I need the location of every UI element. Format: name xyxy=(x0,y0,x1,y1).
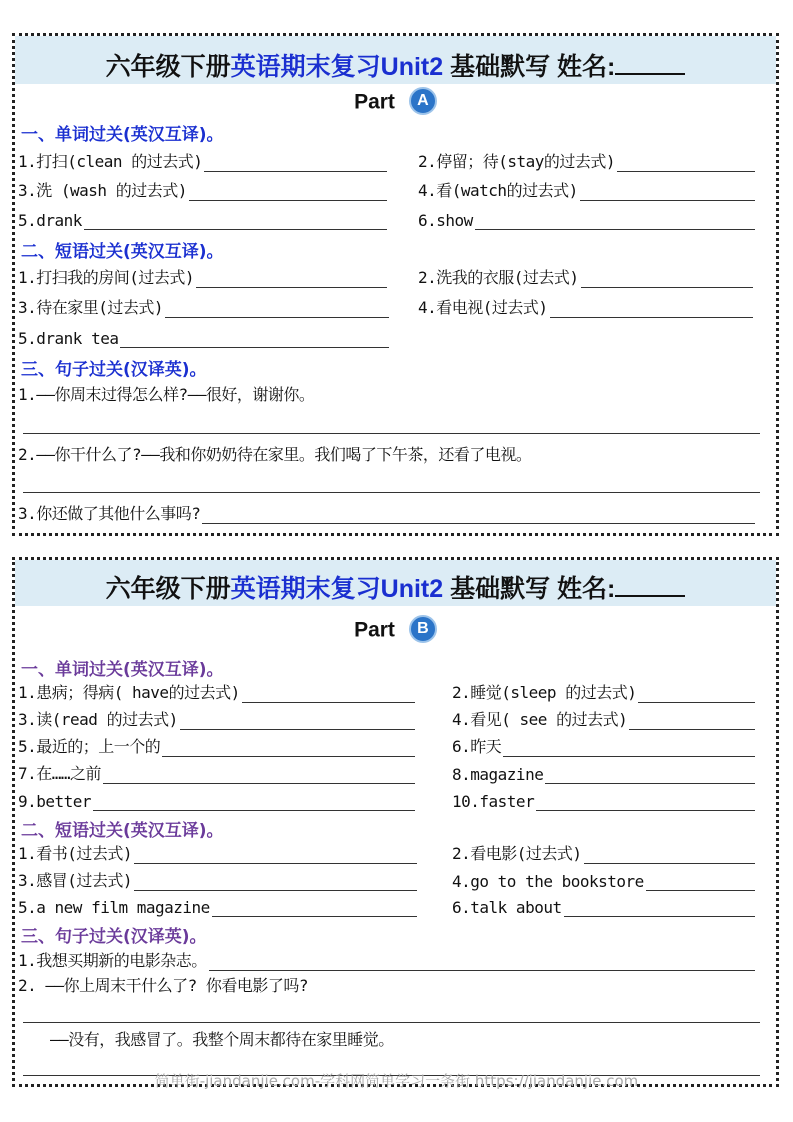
item-prompt: 1.患病；得病( have的过去式) xyxy=(18,683,240,702)
fill-in-item xyxy=(18,842,417,864)
item-prompt: 3.洗 (wash 的过去式) xyxy=(18,181,187,200)
item-prompt: 1.打扫(clean 的过去式) xyxy=(18,152,203,171)
fill-in-item xyxy=(452,869,755,891)
fill-in-item xyxy=(418,266,753,288)
section-heading: 二、短语过关(英汉互译)。 xyxy=(21,242,224,262)
fill-in-item xyxy=(18,296,389,318)
answer-blank[interactable] xyxy=(134,872,417,891)
item-prompt: 3.待在家里(过去式) xyxy=(18,298,164,317)
fill-in-item xyxy=(18,326,389,348)
answer-blank[interactable] xyxy=(475,211,755,230)
answer-blank[interactable] xyxy=(646,872,755,891)
section-heading: 一、单词过关(英汉互译)。 xyxy=(21,660,224,680)
title-grade: 六年级下册 xyxy=(105,53,231,81)
fill-in-item xyxy=(452,842,755,864)
item-prompt: 2.睡觉(sleep 的过去式) xyxy=(452,683,637,702)
part-a-badge-icon: A xyxy=(409,87,437,115)
part-a-worksheet xyxy=(12,33,779,536)
sentence-prompt: 2.——你干什么了?——我和你奶奶待在家里。我们喝了下午茶，还看了电视。 xyxy=(18,445,532,464)
fill-in-item xyxy=(452,735,755,757)
answer-blank[interactable] xyxy=(212,898,417,917)
answer-blank[interactable] xyxy=(617,153,755,172)
answer-blank[interactable] xyxy=(629,711,755,730)
item-prompt: 6.昨天 xyxy=(452,737,502,756)
answer-blank[interactable] xyxy=(189,182,387,201)
answer-blank[interactable] xyxy=(103,765,415,784)
item-prompt: 1.我想买期新的电影杂志。 xyxy=(18,951,207,970)
answer-blank[interactable] xyxy=(209,952,755,971)
item-prompt: 8.magazine xyxy=(452,765,544,784)
fill-in-item xyxy=(18,735,415,757)
fill-in-item xyxy=(452,681,755,703)
fill-in-item xyxy=(18,762,415,784)
item-prompt: 5.最近的；上一个的 xyxy=(18,737,161,756)
item-prompt: 1.打扫我的房间(过去式) xyxy=(18,268,195,287)
answer-blank[interactable] xyxy=(564,898,755,917)
sentence-prompt: 2. ——你上周末干什么了? 你看电影了吗? xyxy=(18,976,309,995)
item-prompt: 7.在……之前 xyxy=(18,764,102,783)
fill-in-item xyxy=(418,296,753,318)
section-heading: 三、句子过关(汉译英)。 xyxy=(21,360,207,380)
worksheet-title xyxy=(15,47,776,83)
answer-blank[interactable] xyxy=(638,684,755,703)
item-prompt: 4.go to the bookstore xyxy=(452,872,644,891)
section-heading: 二、短语过关(英汉互译)。 xyxy=(21,821,224,841)
item-prompt: 4.看(watch的过去式) xyxy=(418,181,578,200)
part-b-badge-icon: B xyxy=(409,615,437,643)
part-heading xyxy=(15,89,776,117)
item-prompt: 5.a new film magazine xyxy=(18,898,210,917)
title-grade: 六年级下册 xyxy=(105,575,231,603)
fill-in-item xyxy=(18,949,755,971)
item-prompt: 2.洗我的衣服(过去式) xyxy=(418,268,579,287)
part-heading xyxy=(15,617,776,645)
item-prompt: 3.你还做了其他什么事吗? xyxy=(18,504,201,523)
item-prompt: 4.看电视(过去式) xyxy=(418,298,548,317)
fill-in-item xyxy=(18,895,417,917)
answer-blank[interactable] xyxy=(180,711,415,730)
answer-blank[interactable] xyxy=(162,738,415,757)
fill-in-item xyxy=(18,150,387,172)
name-blank[interactable] xyxy=(615,573,685,597)
item-prompt: 10.faster xyxy=(452,792,535,811)
answer-blank[interactable] xyxy=(242,684,415,703)
sentence-prompt: 1.——你周末过得怎么样?——很好，谢谢你。 xyxy=(18,385,315,404)
item-prompt: 2.看电影(过去式) xyxy=(452,844,582,863)
watermark: 简单街-jiandanjie.com-学科网简单学习一条街 https://jiandanjie.com xyxy=(154,1072,639,1090)
answer-blank[interactable] xyxy=(503,738,755,757)
item-prompt: 2.停留；待(stay的过去式) xyxy=(418,152,616,171)
title-name-label: 基础默写 姓名: xyxy=(443,53,616,81)
title-name-label: 基础默写 姓名: xyxy=(443,575,616,603)
answer-blank[interactable] xyxy=(84,211,387,230)
item-prompt: 6.talk about xyxy=(452,898,562,917)
part-label: Part xyxy=(354,90,395,114)
answer-blank[interactable] xyxy=(202,505,755,524)
fill-in-item xyxy=(18,708,415,730)
fill-in-item xyxy=(452,708,755,730)
fill-in-item xyxy=(18,869,417,891)
title-subject: 英语期末复习Unit2 xyxy=(230,575,444,603)
answer-blank[interactable] xyxy=(581,269,753,288)
answer-blank[interactable] xyxy=(584,845,755,864)
fill-in-item xyxy=(18,789,415,811)
answer-blank[interactable] xyxy=(580,182,755,201)
item-prompt: 5.drank xyxy=(18,211,82,230)
section-heading: 一、单词过关(英汉互译)。 xyxy=(21,125,224,145)
answer-blank[interactable] xyxy=(120,329,389,348)
fill-in-item xyxy=(18,208,387,230)
fill-in-item xyxy=(18,681,415,703)
section-heading: 三、句子过关(汉译英)。 xyxy=(21,927,207,947)
fill-in-item xyxy=(452,895,755,917)
fill-in-item xyxy=(418,208,755,230)
part-label: Part xyxy=(354,618,395,642)
item-prompt: 5.drank tea xyxy=(18,329,119,348)
answer-line[interactable] xyxy=(23,492,760,493)
part-b-worksheet xyxy=(12,557,779,1087)
answer-blank[interactable] xyxy=(165,299,389,318)
fill-in-item xyxy=(18,502,755,524)
item-prompt: 3.读(read 的过去式) xyxy=(18,710,178,729)
answer-line[interactable] xyxy=(23,1022,760,1023)
worksheet-title xyxy=(15,569,776,605)
fill-in-item xyxy=(418,179,755,201)
fill-in-item xyxy=(18,266,387,288)
answer-line[interactable] xyxy=(23,433,760,434)
answer-blank[interactable] xyxy=(536,792,755,811)
fill-in-item xyxy=(18,179,387,201)
answer-blank[interactable] xyxy=(550,299,753,318)
fill-in-item xyxy=(452,789,755,811)
answer-blank[interactable] xyxy=(196,269,387,288)
fill-in-item xyxy=(452,762,755,784)
answer-blank[interactable] xyxy=(134,845,417,864)
item-prompt: 9.better xyxy=(18,792,92,811)
name-blank[interactable] xyxy=(615,51,685,75)
answer-blank[interactable] xyxy=(93,792,415,811)
item-prompt: 6.show xyxy=(418,211,473,230)
answer-blank[interactable] xyxy=(204,153,387,172)
item-prompt: 4.看见( see 的过去式) xyxy=(452,710,628,729)
title-subject: 英语期末复习Unit2 xyxy=(230,53,444,81)
item-prompt: 1.看书(过去式) xyxy=(18,844,133,863)
fill-in-item xyxy=(418,150,755,172)
item-prompt: 3.感冒(过去式) xyxy=(18,871,133,890)
sentence-prompt: ——没有，我感冒了。我整个周末都待在家里睡觉。 xyxy=(50,1030,394,1049)
answer-blank[interactable] xyxy=(545,765,755,784)
